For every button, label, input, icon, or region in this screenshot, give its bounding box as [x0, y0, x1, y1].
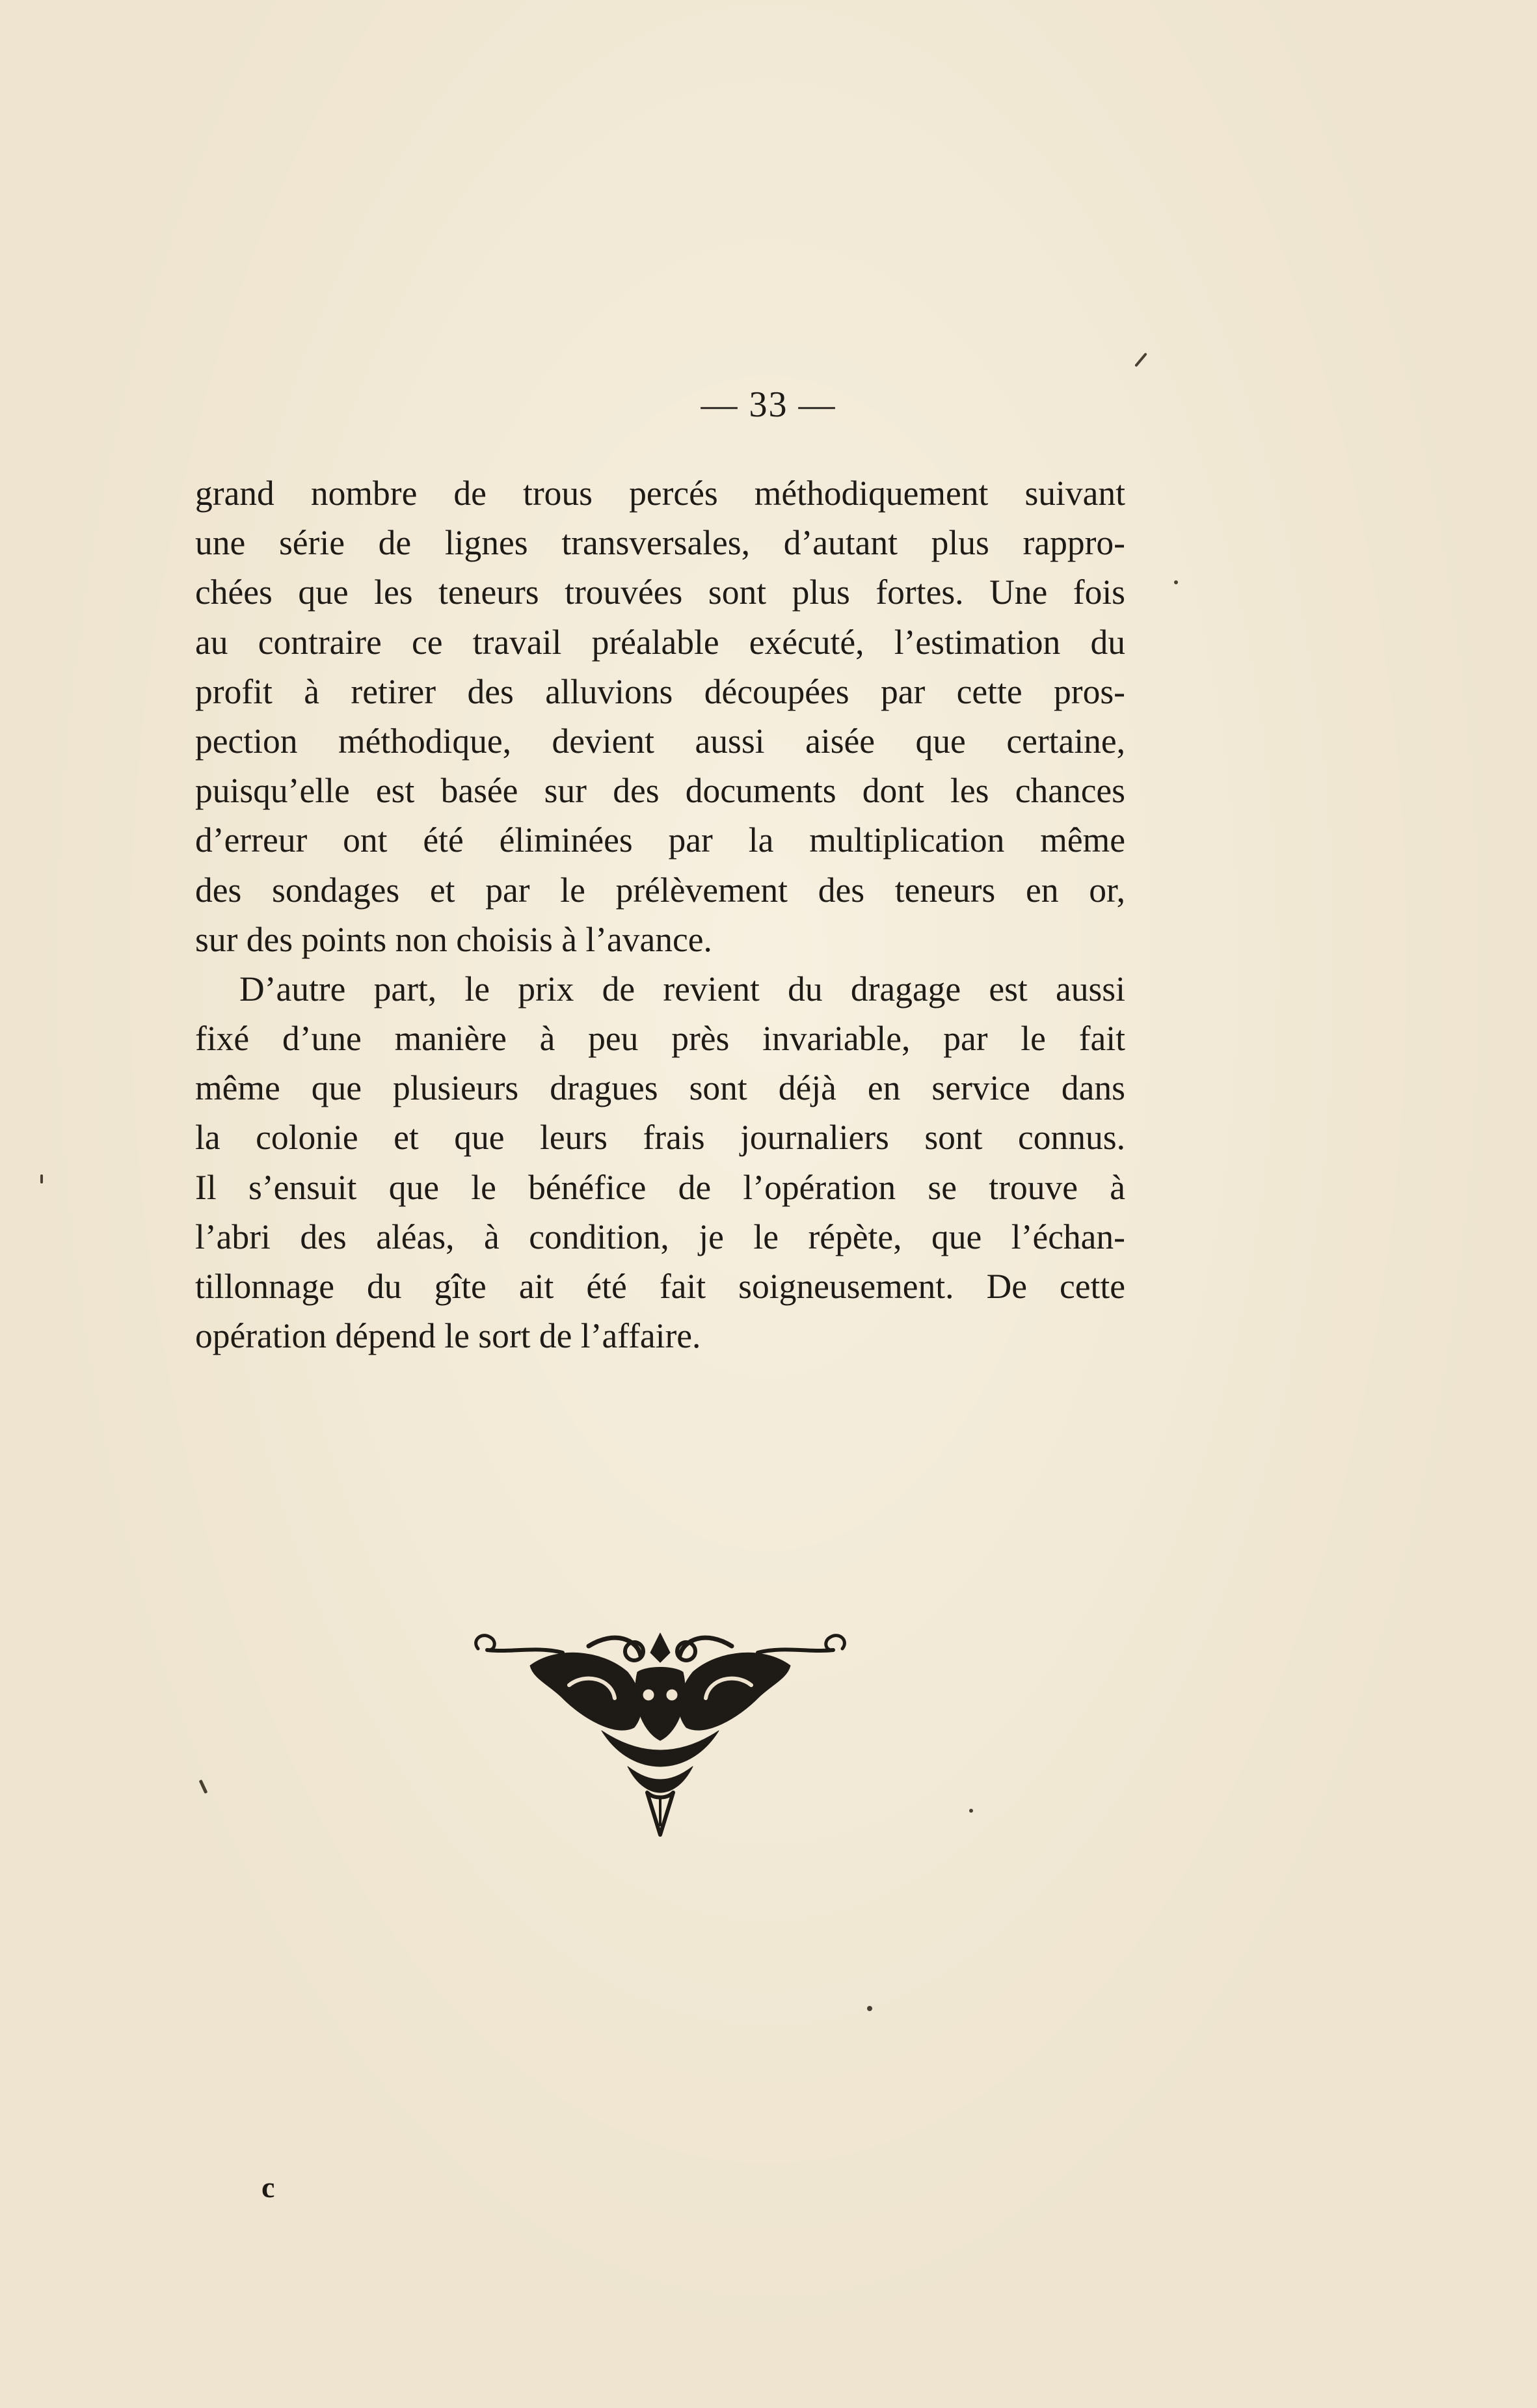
paper-speck — [969, 1809, 973, 1813]
text-line: sur des points non choisis à l’avance. — [195, 919, 712, 959]
text-line: opération dépend le sort de l’affaire. — [195, 1316, 701, 1356]
paper-speck — [40, 1174, 43, 1184]
text-line: l’abri des aléas, à condition, je le répète, que l’échan- — [195, 1217, 1125, 1256]
paper-speck — [199, 1779, 208, 1794]
text-line: profit à retirer des alluvions découpées par cette pros- — [195, 671, 1125, 711]
text-line: des sondages et par le prélèvement des teneurs en or, — [195, 870, 1125, 910]
body-text — [195, 468, 1125, 1360]
text-line: puisqu’elle est basée sur des documents dont les chances — [195, 771, 1125, 811]
paper-speck — [1174, 580, 1178, 584]
text-line: pection méthodique, devient aussi aisée que certaine, — [195, 721, 1125, 761]
page-number: — 33 — — [701, 385, 836, 425]
text-line: au contraire ce travail préalable exécuté, l’estimation du — [195, 622, 1125, 662]
text-line: chées que les teneurs trouvées sont plus fortes. Une fois — [195, 573, 1125, 612]
paragraph-2 — [195, 964, 1125, 1361]
text-line: Il s’ensuit que le bénéfice de l’opération se trouve à — [195, 1167, 1125, 1207]
text-line: tillonnage du gîte ait été fait soigneusement. De cette — [195, 1267, 1125, 1306]
text-line: même que plusieurs dragues sont déjà en service dans — [195, 1068, 1125, 1108]
text-line: grand nombre de trous percés méthodiquement suivant — [195, 474, 1125, 513]
text-line: d’erreur ont été éliminées par la multiplication même — [195, 820, 1125, 860]
text-line: D’autre part, le prix de revient du dragage est aussi — [239, 969, 1125, 1008]
text-line: fixé d’une manière à peu près invariable, par le fait — [195, 1019, 1125, 1059]
text-line: une série de lignes transversales, d’autant plus rappro- — [195, 523, 1125, 563]
floral-tailpiece-ornament-icon — [472, 1627, 849, 1841]
text-line: la colonie et que leurs frais journaliers sont connus. — [195, 1118, 1125, 1157]
paper-speck — [1134, 353, 1147, 367]
paper-speck — [867, 2006, 872, 2011]
signature-mark: c — [261, 2171, 275, 2204]
paragraph-1 — [195, 468, 1125, 964]
